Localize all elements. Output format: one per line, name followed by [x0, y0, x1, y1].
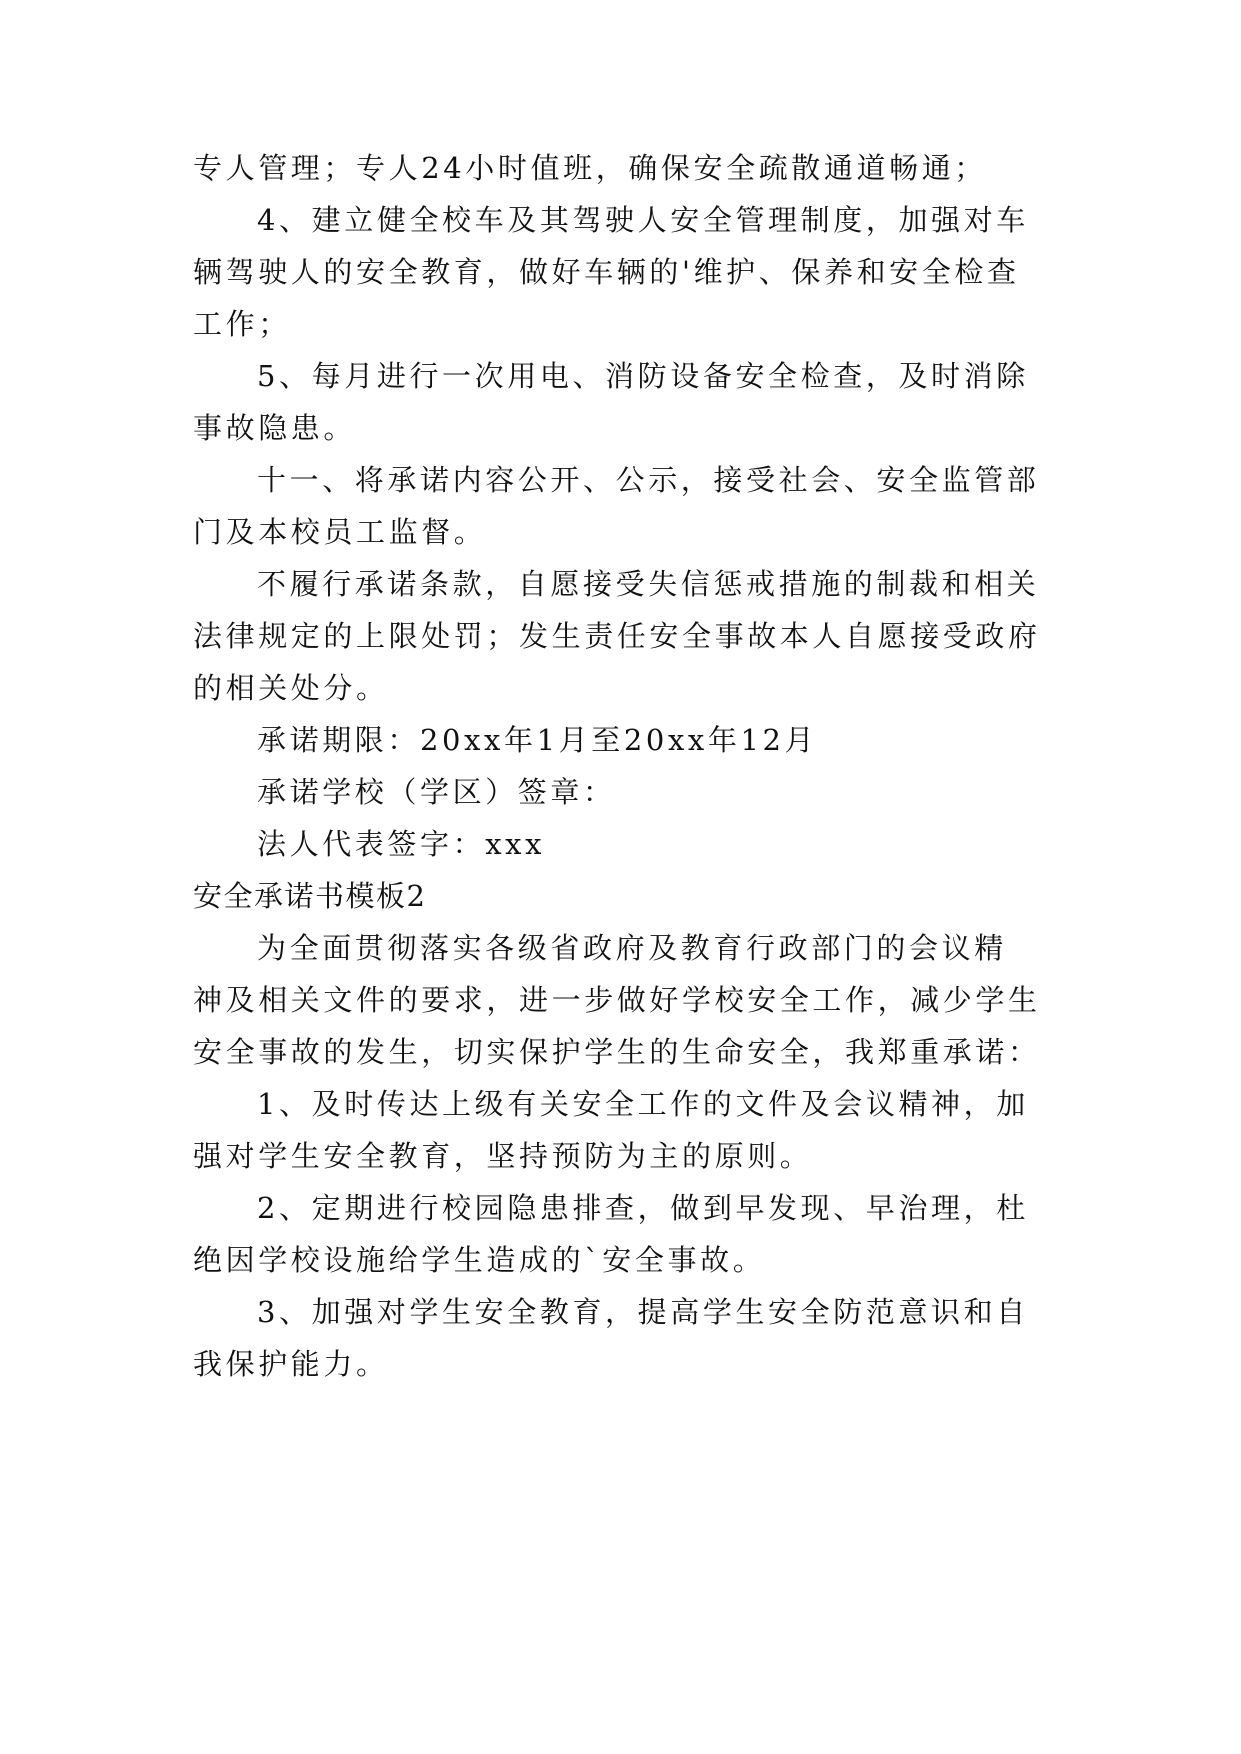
section-title: 安全承诺书模板2 — [193, 879, 427, 913]
text-line: 4、建立健全校车及其驾驶人安全管理制度，加强对车 — [257, 203, 1029, 237]
text-line: 1、及时传达上级有关安全工作的文件及会议精神，加 — [257, 1087, 1029, 1121]
text-line: 承诺学校（学区）签章： — [257, 775, 616, 809]
text-line: 门及本校员工监督。 — [193, 515, 487, 549]
text-line: 事故隐患。 — [193, 411, 357, 445]
text-line: 的相关处分。 — [193, 671, 389, 705]
text-line: 专人管理；专人24小时值班，确保安全疏散通道畅通； — [193, 151, 987, 185]
text-line: 不履行承诺条款，自愿接受失信惩戒措施的制裁和相关 — [257, 567, 1040, 601]
text-line: 安全事故的发生，切实保护学生的生命安全，我郑重承诺： — [193, 1035, 1041, 1069]
text-line: 十一、将承诺内容公开、公示，接受社会、安全监管部 — [257, 463, 1040, 497]
text-line: 神及相关文件的要求，进一步做好学校安全工作，减少学生 — [193, 983, 1041, 1017]
text-line: 承诺期限：20xx年1月至20xx年12月 — [257, 723, 818, 757]
text-line: 强对学生安全教育，坚持预防为主的原则。 — [193, 1139, 813, 1173]
text-line: 法律规定的上限处罚；发生责任安全事故本人自愿接受政府 — [193, 619, 1041, 653]
text-line: 3、加强对学生安全教育，提高学生安全防范意识和自 — [257, 1295, 1029, 1329]
text-line: 辆驾驶人的安全教育，做好车辆的'维护、保养和安全检查 — [193, 255, 1020, 289]
text-line: 法人代表签字：xxx — [257, 827, 546, 861]
text-line: 工作； — [193, 307, 291, 341]
text-line: 5、每月进行一次用电、消防设备安全检查，及时消除 — [257, 359, 1029, 393]
text-line: 2、定期进行校园隐患排查，做到早发现、早治理，杜 — [257, 1191, 1029, 1225]
text-line: 我保护能力。 — [193, 1347, 389, 1381]
text-line: 为全面贯彻落实各级省政府及教育行政部门的会议精 — [257, 931, 1007, 965]
text-line: 绝因学校设施给学生造成的`安全事故。 — [193, 1243, 766, 1277]
